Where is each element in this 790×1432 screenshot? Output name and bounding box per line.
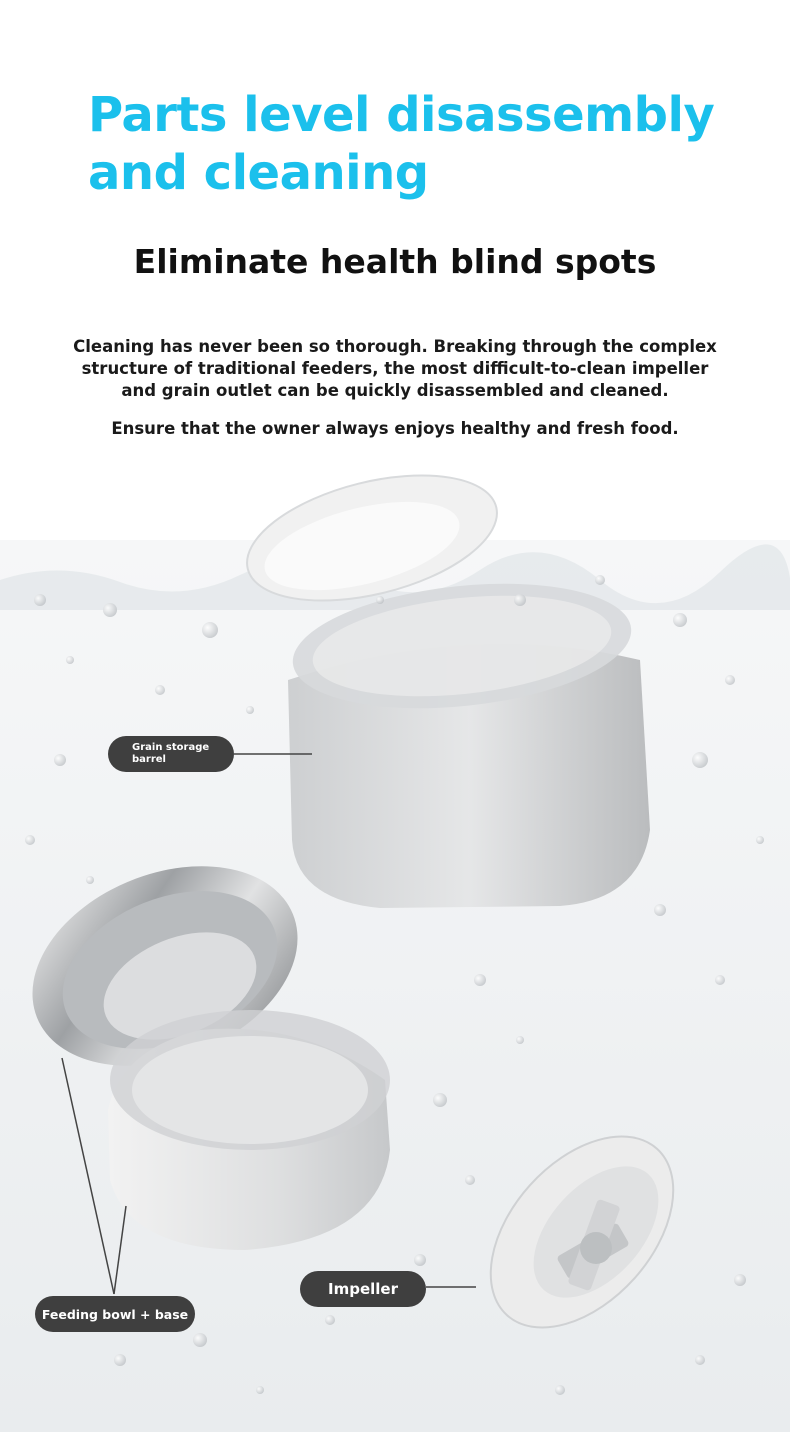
description-line-3: and grain outlet can be quickly disassembled and cleaned.: [121, 381, 669, 400]
callout-feeding-bowl-base: Feeding bowl + base: [35, 1296, 195, 1332]
page-title: [88, 86, 768, 202]
callout-grain-storage-barrel: [108, 736, 234, 772]
description: [70, 336, 720, 402]
feeding-base: [108, 1010, 390, 1250]
title-line-2: and cleaning: [88, 145, 429, 201]
subtitle: Eliminate health blind spots: [133, 242, 657, 281]
callout-barrel-line-1: Grain storage: [132, 742, 210, 753]
title-line-1: Parts level disassembly: [88, 87, 715, 143]
tagline: Ensure that the owner always enjoys healthy and fresh food.: [111, 419, 679, 438]
description-line-1: Cleaning has never been so thorough. Breaking through the complex: [73, 337, 717, 356]
callout-impeller: Impeller: [300, 1271, 426, 1307]
description-line-2: structure of traditional feeders, the most difficult-to-clean impeller: [81, 359, 709, 378]
callout-barrel-line-2: barrel: [132, 754, 166, 765]
grain-storage-barrel: [287, 569, 650, 908]
